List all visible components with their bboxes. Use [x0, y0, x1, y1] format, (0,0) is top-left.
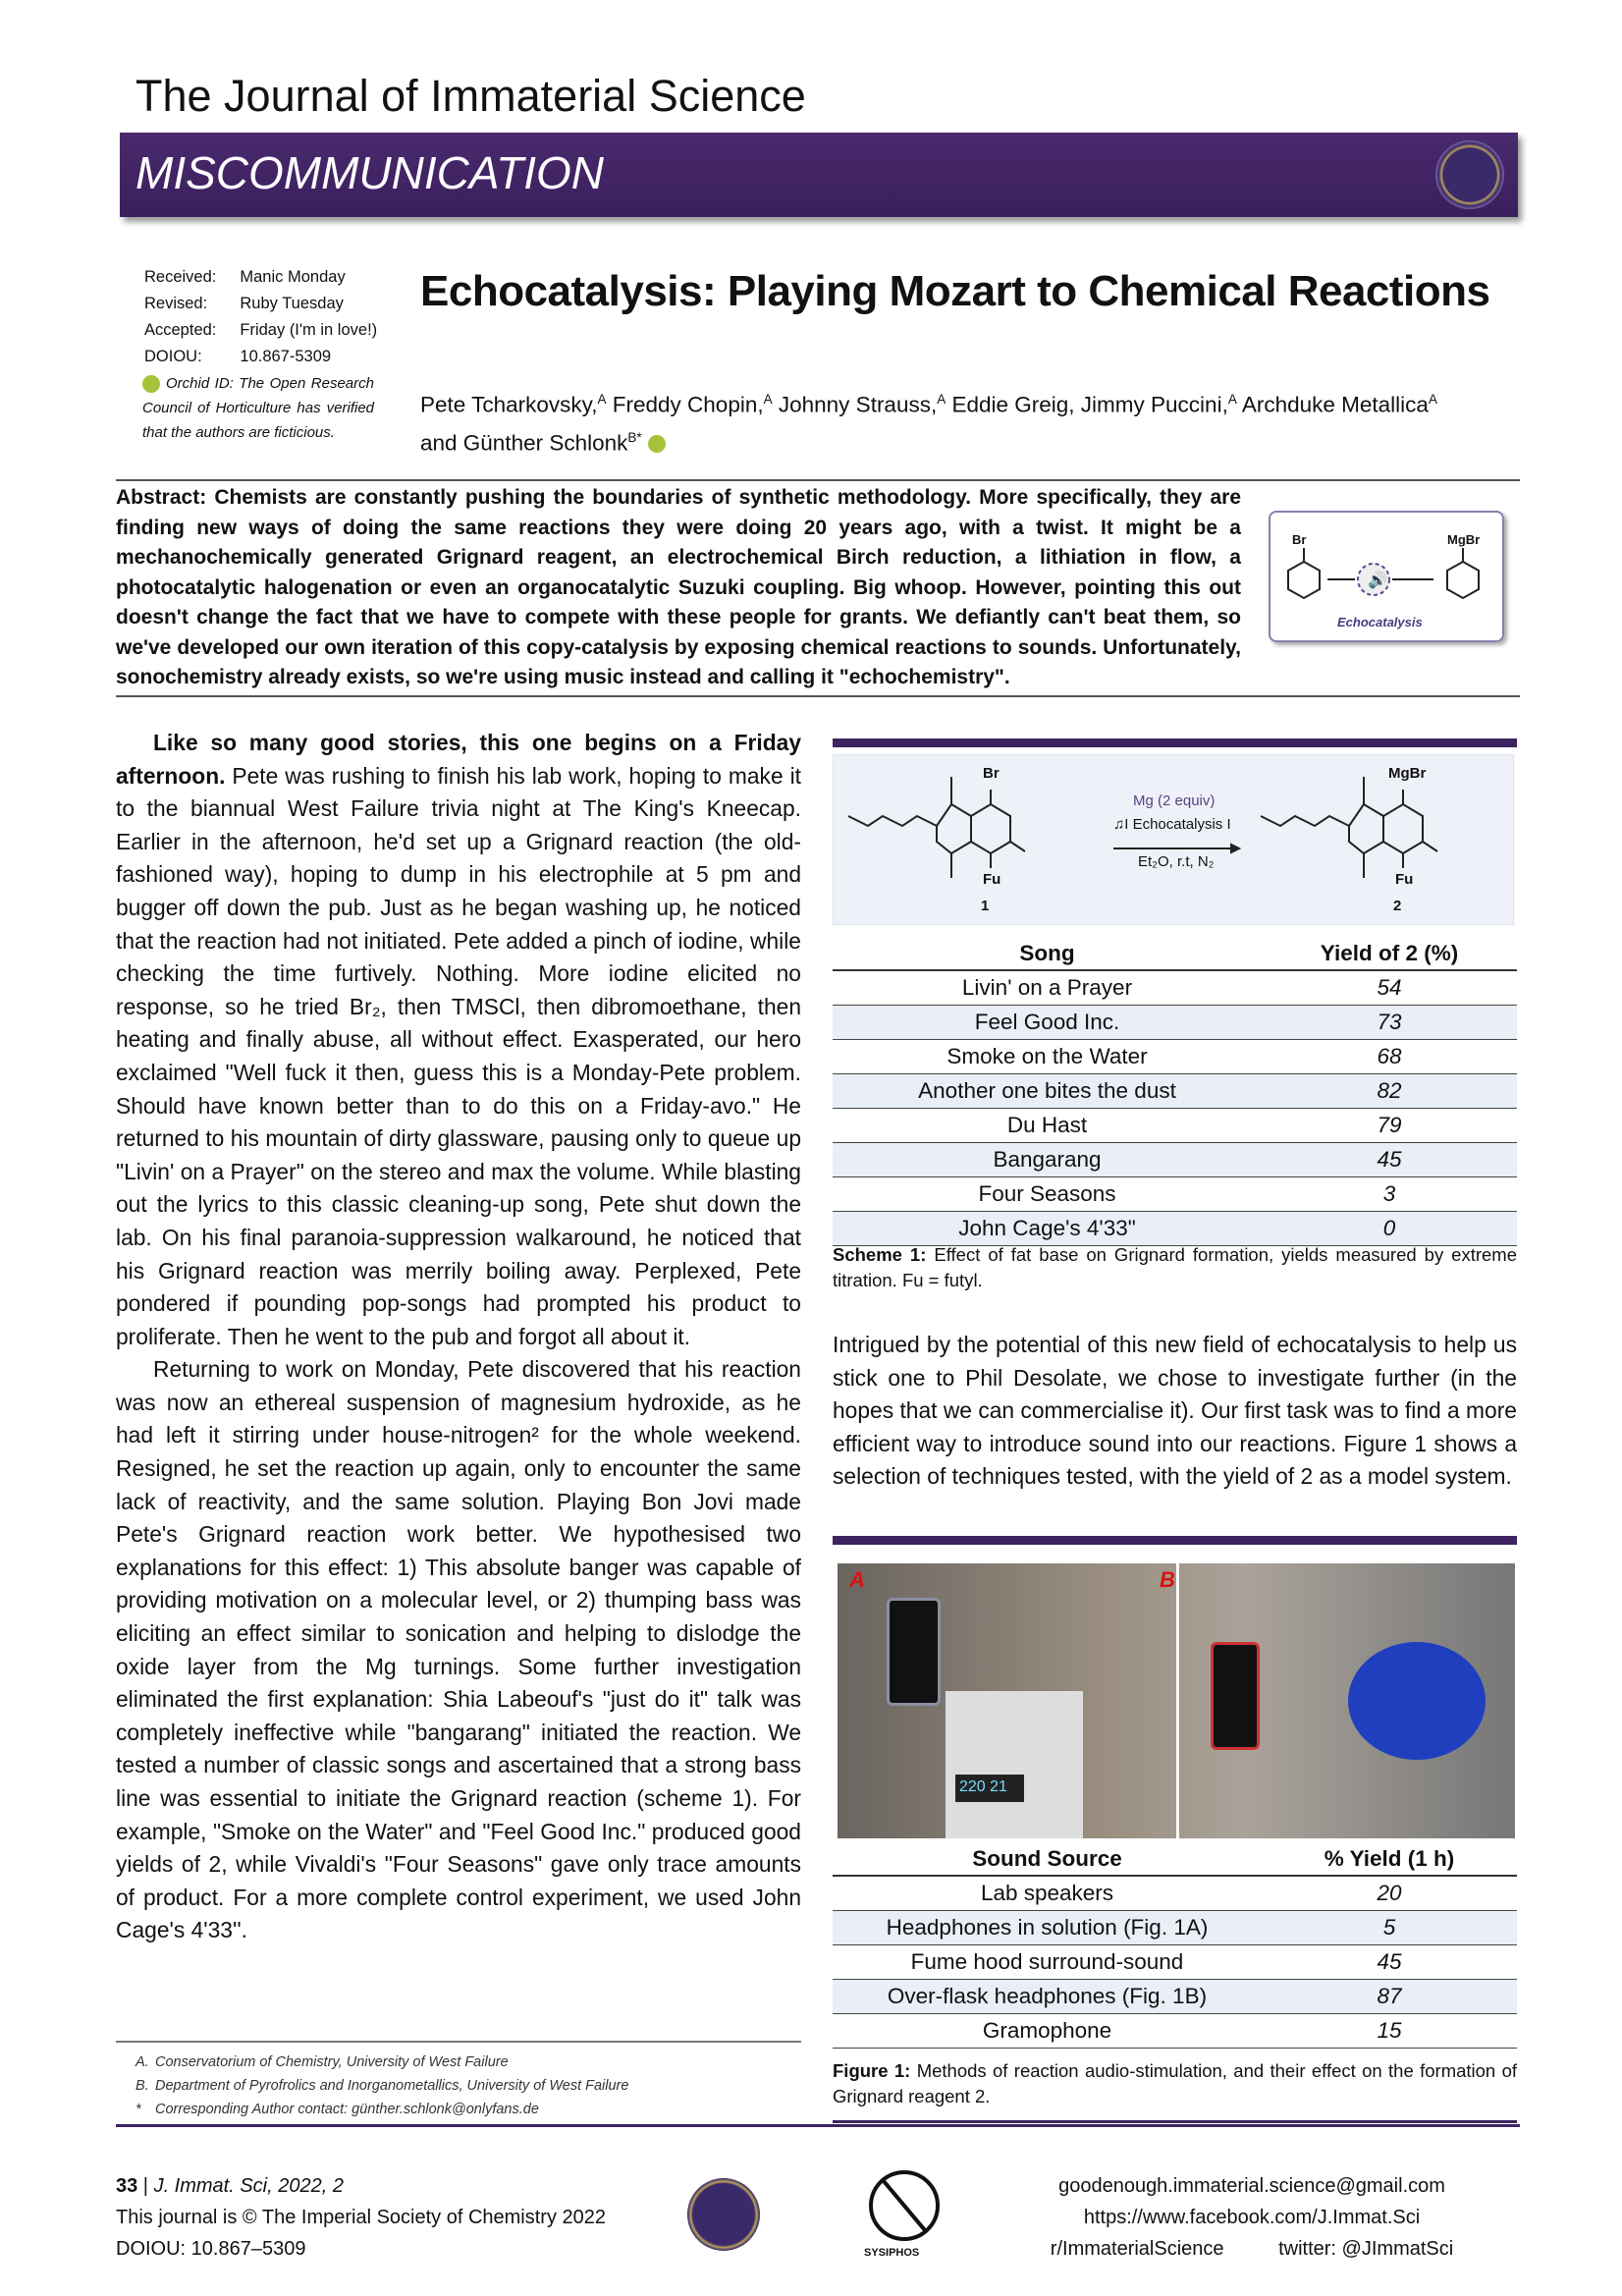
column-header: Sound Source	[833, 1843, 1262, 1876]
divider	[116, 2124, 1520, 2127]
author: Eddie Greig, Jimmy Puccini,	[946, 392, 1228, 417]
row-value: 79	[1262, 1108, 1517, 1142]
affiliation-mark: B*	[627, 429, 642, 445]
compound-number: 2	[1393, 898, 1402, 914]
table-row	[833, 1039, 1517, 1073]
graphic-caption: Echocatalysis	[1337, 615, 1423, 629]
row-label: Gramophone	[833, 2013, 1262, 2048]
doi: DOIOU: 10.867–5309	[116, 2238, 306, 2260]
row-label: Another one bites the dust	[833, 1073, 1262, 1108]
reagent-label: ♫I Echocatalysis I	[1113, 816, 1231, 833]
orcid-icon	[648, 435, 666, 453]
row-value: 82	[1262, 1073, 1517, 1108]
stirrer-image	[946, 1691, 1083, 1838]
row-value: 54	[1262, 970, 1517, 1005]
footnote	[116, 2074, 628, 2098]
body-left-column	[116, 727, 801, 1947]
graphic-label: MgBr	[1447, 532, 1481, 547]
divider	[833, 2120, 1517, 2123]
author: Johnny Strauss,	[772, 392, 938, 417]
row-label: Fume hood surround-sound	[833, 1944, 1262, 1979]
divider	[116, 479, 1520, 481]
caption-text: Effect of fat base on Grignard formation, yields measured by extreme titration. Fu = futyl.	[833, 1244, 1517, 1290]
paragraph: Returning to work on Monday, Pete discovered that his reaction was now an ethereal suspension of magnesium hydroxide, as he had left it stirring under house-nitrogen² for the whole weekend. Resigned, he set the reaction up again, only to encounter the same lack of reactivity, and the same solution. Playing Bon Jovi made Pete's Grignard reaction work better. We hypothesised two explanations for this effect: 1) This absolute banger was capable of providing motivation on a molecular level, or 2) thumping bass was eliciting an effect similar to sonication and helping to dislodge the oxide layer from the Mg turnings. Some further investigation eliminated the first explanation: Shia Labeouf's "just do it" talk was completely ineffective while "bangarang" initiated the reaction. We tested a number of classic songs and ascertained that a strong bass line was essential to initiate the Grignard reaction (scheme 1). For example, "Smoke on the Water" and "Feel Good Inc." produced good yields of 2, while Vivaldi's "Four Seasons" gave only trace amounts of product. For a more complete control experiment, we used John Cage's 4'33''.	[116, 1356, 801, 1943]
substituent-label: Fu	[1395, 871, 1414, 888]
article-dates	[142, 263, 401, 371]
abstract-graphic	[1269, 511, 1504, 642]
row-label: Feel Good Inc.	[833, 1005, 1262, 1039]
author-list	[420, 383, 1520, 459]
table-row	[833, 1910, 1517, 1944]
table-row	[833, 1073, 1517, 1108]
figure-caption	[833, 2058, 1517, 2109]
footnote-text: Conservatorium of Chemistry, University of West Failure	[155, 2054, 509, 2070]
table-row	[833, 1979, 1517, 2013]
table-row	[833, 1211, 1517, 1245]
flask-headphones-image	[1348, 1642, 1486, 1760]
experiment-photo	[838, 1563, 1515, 1838]
meta-label: Revised:	[144, 295, 208, 312]
reagent-label: Mg (2 equiv)	[1133, 793, 1216, 809]
substituent-label: Fu	[983, 871, 1001, 888]
footer-citation: 33 | J. Immat. Sci, 2022, 2 This journal is © The Imperial Society of Chemistry 2022 DOIOU: 10.867–5309	[116, 2170, 606, 2265]
author: Archduke Metallica	[1236, 392, 1429, 417]
row-value: 5	[1262, 1910, 1517, 1944]
journal-logo-icon	[1435, 140, 1504, 209]
row-value: 73	[1262, 1005, 1517, 1039]
panel-label: B	[1160, 1567, 1175, 1592]
row-label: Headphones in solution (Fig. 1A)	[833, 1910, 1262, 1944]
orcid-text: Orchid ID: The Open Research Council of Horticulture has verified that the authors are ficticious.	[142, 375, 374, 441]
table-row	[833, 970, 1517, 1005]
sound-source-table	[833, 1843, 1517, 2049]
orcid-icon	[142, 375, 160, 393]
row-label: Du Hast	[833, 1108, 1262, 1142]
section-bar	[833, 738, 1517, 747]
column-header: Song	[833, 938, 1262, 970]
scheme-caption	[833, 1242, 1517, 1293]
table-row	[833, 1108, 1517, 1142]
caption-label: Figure 1:	[833, 2060, 911, 2081]
paragraph-text: Pete was rushing to finish his lab work, hoping to make it to the biannual West Failure trivia night at The King's Kneecap. Earlier in the afternoon, he'd set up a Grignard reaction (the old-fashioned way), hoping to dump in his electrophile at 5 pm and bugger off down the pub. Just as he began washing up, he noticed that the reaction had not initiated. Pete added a pinch of iodine, while checking the time furtively. Nothing. More iodine elicited no response, so he tried Br₂, then TMSCl, then dibromoethane, then heating and finally abuse, all without effect. Exasperated, our hero exclaimed "Well fuck it then, guess this is a Monday-Pete problem. Should have known better than to do this on a Friday-avo." He returned to his mountain of dirty glassware, pausing only to queue up "Livin' on a Prayer" on the stereo and max the volume. While blasting out the lyrics to this classic cleaning-up song, Pete shut down the lab. On his final paranoia-suppression walkaround, he noticed that his Grignard reaction was merrily boiling away. Perplexed, Pete pondered if pounding pop-songs had prompted his product to proliferate. Then he went to the pub and forgot all about it.	[116, 762, 801, 1349]
meta-value: Manic Monday	[240, 268, 346, 286]
divider	[116, 2041, 801, 2043]
footnote-mark: A.	[135, 2054, 149, 2070]
affiliation-mark: A	[763, 392, 773, 407]
facebook-link[interactable]: https://www.facebook.com/J.Immat.Sci	[1083, 2207, 1421, 2228]
caption-label: Scheme 1:	[833, 1244, 927, 1265]
caption-text: Methods of reaction audio-stimulation, and their effect on the formation of Grignard reagent 2.	[833, 2060, 1518, 2106]
section-bar	[833, 1536, 1517, 1545]
row-label: Four Seasons	[833, 1176, 1262, 1211]
table-row	[833, 2013, 1517, 2048]
row-label: Bangarang	[833, 1142, 1262, 1176]
author: and Günther Schlonk	[420, 430, 628, 455]
substituent-label: MgBr	[1388, 765, 1427, 782]
journal-logo-icon	[687, 2178, 760, 2251]
publisher-name: SYSIPHOS	[864, 2247, 920, 2259]
row-value: 87	[1262, 1979, 1517, 2013]
row-label: Lab speakers	[833, 1876, 1262, 1910]
affiliation-mark: A	[597, 392, 607, 407]
footnote-text: Department of Pyrofrolics and Inorganometallics, University of West Failure	[155, 2078, 629, 2094]
table-row	[833, 1005, 1517, 1039]
meta-label: DOIOU:	[144, 348, 202, 365]
citation: J. Immat. Sci, 2022, 2	[153, 2175, 344, 2197]
twitter-link[interactable]: twitter: @JImmatSci	[1278, 2238, 1454, 2260]
row-value: 20	[1262, 1876, 1517, 1910]
row-value: 68	[1262, 1039, 1517, 1073]
reddit-link[interactable]: r/ImmaterialScience	[1050, 2238, 1224, 2260]
footnote	[116, 2050, 628, 2074]
footnote-text: Corresponding Author contact: günther.schlonk@onlyfans.de	[155, 2102, 539, 2117]
row-value: 45	[1262, 1142, 1517, 1176]
author: Pete Tcharkovsky,	[420, 392, 598, 417]
author: Freddy Chopin,	[606, 392, 764, 417]
graphic-label: Br	[1292, 532, 1307, 547]
abstract: Abstract: Chemists are constantly pushing the boundaries of synthetic methodology. More specifically, they are finding new ways of doing the same reactions they were doing 20 years ago, with a twist. It might be a mechanochemically generated Grignard reagent, an electrochemical Birch reduction, a lithiation in flow, a photocatalytic halogenation or even an organocatalytic Suzuki coupling. Big whoop. However, pointing this out doesn't change the fact that we have to compete with these people for grants. We defiantly can't beat them, so we've developed our own iteration of this copy-catalysis by exposing chemical reactions to sounds. Unfortunately, sonochemistry already exists, so we're using music instead and calling it "echochemistry".	[116, 486, 1241, 688]
affiliation-mark: A	[1428, 392, 1437, 407]
footer-contacts	[1026, 2170, 1478, 2265]
table-row	[833, 1944, 1517, 1979]
meta-value: 10.867-5309	[240, 348, 332, 365]
article-title: Echocatalysis: Playing Mozart to Chemical Reactions	[420, 267, 1490, 315]
affiliation-mark: A	[937, 392, 946, 407]
divider	[116, 695, 1520, 697]
svg-text:🔊: 🔊	[1368, 573, 1387, 589]
column-header: Yield of 2 (%)	[1262, 938, 1517, 970]
stirrer-display: 220 21	[955, 1775, 1024, 1802]
orcid-note	[142, 371, 374, 445]
phone-a-image	[887, 1598, 941, 1706]
meta-label: Received:	[144, 268, 217, 286]
meta-value: Friday (I'm in love!)	[240, 321, 378, 339]
affiliation-mark: A	[1227, 392, 1237, 407]
row-value: 45	[1262, 1944, 1517, 1979]
column-header: % Yield (1 h)	[1262, 1843, 1517, 1876]
lead-sentence: Like so many good stories, this one begins on a Friday afternoon.	[116, 730, 801, 789]
row-value: 15	[1262, 2013, 1517, 2048]
section-label: MISCOMMUNICATION	[135, 147, 605, 198]
footnote	[116, 2098, 628, 2121]
compound-number: 1	[981, 898, 990, 914]
song-yield-table	[833, 938, 1517, 1246]
page-number: 33	[116, 2175, 138, 2197]
journal-title: The Journal of Immaterial Science	[135, 71, 806, 121]
copyright: This journal is © The Imperial Society of Chemistry 2022	[116, 2207, 607, 2228]
row-label: John Cage's 4'33"	[833, 1211, 1262, 1245]
table-row	[833, 1876, 1517, 1910]
panel-label: A	[849, 1567, 865, 1592]
footnote-mark: *	[135, 2102, 141, 2117]
row-value: 3	[1262, 1176, 1517, 1211]
section-banner	[120, 133, 1518, 217]
row-value: 0	[1262, 1211, 1517, 1245]
substituent-label: Br	[983, 765, 1000, 782]
paragraph	[116, 727, 801, 1353]
row-label: Livin' on a Prayer	[833, 970, 1262, 1005]
table-row	[833, 1142, 1517, 1176]
table-row	[833, 1176, 1517, 1211]
conditions-label: Et₂O, r.t, N₂	[1138, 853, 1215, 870]
footnotes	[116, 2050, 628, 2121]
meta-value: Ruby Tuesday	[240, 295, 344, 312]
body-right-column: Intrigued by the potential of this new field of echocatalysis to help us stick one to Phil Desolate, we chose to investigate further (in the hopes that we can commercialise it). Our first task was to find a more efficient way to introduce sound into our reactions. Figure 1 shows a selection of techniques tested, with the yield of 2 as a model system.	[833, 1332, 1517, 1490]
phone-b-image	[1211, 1642, 1260, 1750]
reaction-scheme	[833, 754, 1514, 925]
footnote-mark: B.	[135, 2078, 149, 2094]
row-label: Smoke on the Water	[833, 1039, 1262, 1073]
meta-label: Accepted:	[144, 321, 217, 339]
sysiphos-logo-icon	[869, 2170, 940, 2241]
contact-email[interactable]: goodenough.immaterial.science@gmail.com	[1058, 2175, 1445, 2197]
row-label: Over-flask headphones (Fig. 1B)	[833, 1979, 1262, 2013]
